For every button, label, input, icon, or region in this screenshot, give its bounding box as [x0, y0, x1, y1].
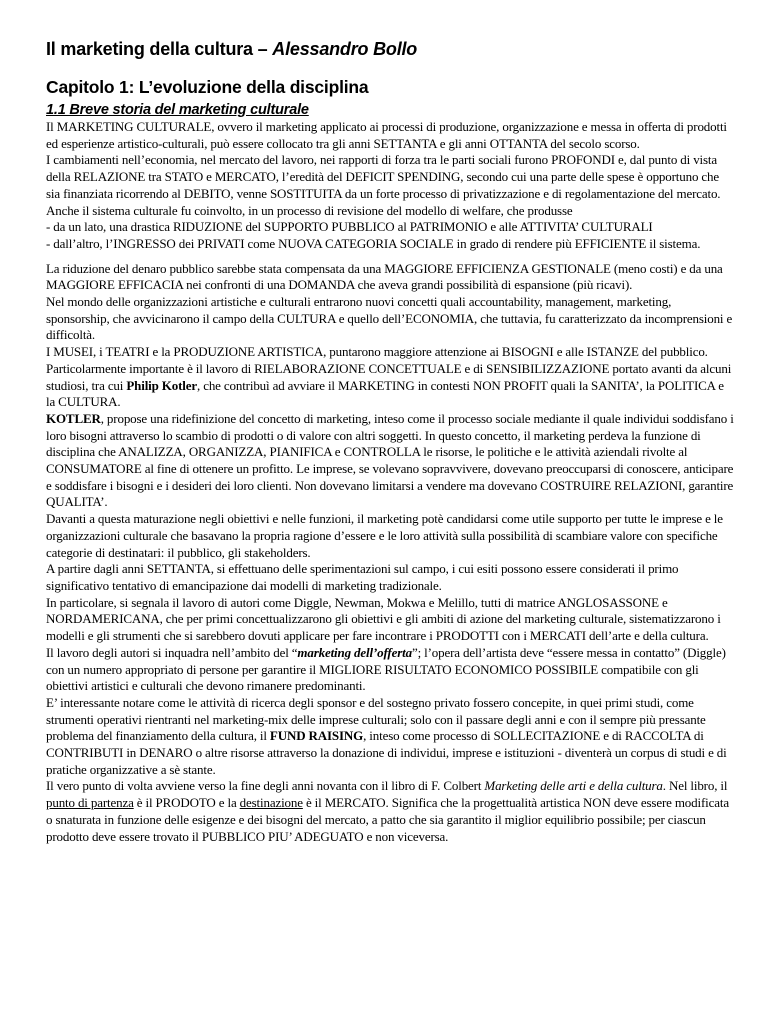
text-run: Il vero punto di volta avviene verso la fine degli anni novanta con il libro di F. Colbert [46, 778, 485, 794]
emphasis-bold: KOTLER [46, 410, 101, 426]
list-item: - da un lato, una drastica RIDUZIONE del SUPPORTO PUBBLICO al PATRIMONIO e alle ATTIVITA’ CULTURALI [46, 219, 653, 235]
text-run: è il MERCATO. Significa che la progettualità artistica NON deve essere modificata o snaturata in funzione delle esigenze e dei bisogni del mercato, a patto che sia garantito il miglior equilibrio possibile; per ciascun prodotto deve essere trovato il PUBBLICO PIU’ ADEGUATO e non viceversa. [46, 795, 729, 844]
document-page [46, 38, 736, 845]
paragraph: I cambiamenti nell’economia, nel mercato del lavoro, nei rapporti di forza tra le parti sociali furono PROFONDI e, dal punto di vista della RELAZIONE tra STATO e MERCATO, l’eredità del DEFICIT SPENDING, secondo cui una parte delle spese è opportuno che sia finanziata ricorrendo al DEBITO, venne SOSTITUITA da un forte processo di privatizzazione e di regolamentazione del mercato. [46, 152, 721, 201]
paragraph [46, 778, 736, 845]
emphasis-bold: Philip Kotler [126, 377, 197, 393]
emphasis-bold: FUND RAISING [269, 728, 364, 744]
emphasis-bold-italic: marketing dell’offerta [297, 644, 412, 660]
underlined-term: punto di partenza [46, 795, 134, 811]
paragraph: Il MARKETING CULTURALE, ovvero il marketing applicato ai processi di produzione, organizzazione e messa in offerta di prodotti ed esperienze artistico-culturali, può essere collocato tra gli anni SETTANTA e gli anni OTTANTA del secolo scorso. [46, 119, 727, 151]
paragraph: Davanti a questa maturazione negli obiettivi e nelle funzioni, il marketing potè candidarsi come utile supporto per tutte le imprese e le organizzazioni culturale che basavano la propria ragione d’essere e le loro attività sulla possibilità di scambiare valore con specifiche categorie di destinatari: il pubblico, gli stakeholders. [46, 511, 723, 560]
text-run: E’ interessante notare come le attività di ricerca degli sponsor e del sostegno privato fossero concepite, in quei primi studi, come strumenti operativi rientranti nel marketing-mix delle imprese culturali; solo con il passare degli anni e con il sempre più pressante problema del finanziamento della cultura, il [46, 694, 706, 744]
underlined-term: destinazione [239, 795, 303, 811]
text-run: Il lavoro degli autori si inquadra nell’ambito del “ [46, 644, 298, 660]
paragraph [46, 344, 736, 411]
paragraph [46, 695, 736, 779]
paragraph [46, 645, 736, 695]
paragraph: Nel mondo delle organizzazioni artistiche e culturali entrarono nuovi concetti quali accountability, management, marketing, sponsorship, che avvicinarono il campo della CULTURA e quello dell’ECONOMIA, che tuttavia, fu caratterizzato da incomprensioni e difficoltà. [46, 294, 733, 343]
text-run: . Nel libro, il [662, 778, 728, 794]
title-text: Il marketing della cultura – [46, 39, 273, 59]
section-title: 1.1 Breve storia del marketing culturale [46, 102, 309, 118]
document-body [46, 119, 736, 845]
text-run: I MUSEI, i TEATRI e la PRODUZIONE ARTISTICA, puntarono maggiore attenzione ai BISOGNI e alle ISTANZE del pubblico. Particolarmente importante è il lavoro di RIELABORAZIONE CONCETTUALE e di SENSIBILIZZAZIONE portato avanti da alcuni studiosi, tra cui [46, 344, 732, 393]
chapter-title: Capitolo 1: L’evoluzione della disciplina [46, 77, 369, 97]
text-run: , inteso come processo di SOLLECITAZIONE e di RACCOLTA di CONTRIBUTI in DENARO o altre risorse attraverso la donazione di individui, imprese e istituzioni - diventerà un corpus di studi e di pratiche organizzative a sè stante. [46, 728, 727, 777]
paragraph: La riduzione del denaro pubblico sarebbe stata compensata da una MAGGIORE EFFICIENZA GESTIONALE (meno costi) e da una MAGGIORE EFFICACIA nei confronti di una DOMANDA che aveva grandi possibilità di espansione (più ricavi). [46, 260, 723, 293]
text-run: , che contribuì ad avviare il MARKETING in contesti NON PROFIT quali la SANITA’, la POLITICA e la CULTURA. [46, 377, 724, 410]
paragraph: A partire dagli anni SETTANTA, si effettuano delle sperimentazioni sul campo, i cui esiti possono essere considerati il primo significativo tentativo di emancipazione dai modelli di marketing tradizionale. [46, 561, 679, 593]
author-name: Alessandro Bollo [272, 39, 418, 59]
text-run: ”; l’opera dell’artista deve “essere messa in contatto” (Diggle) con un numero appropriato di persone per garantire il MIGLIORE RISULTATO ECONOMICO POSSIBILE compatibile con gli obiettivi artistici e culturali che devono rimanere predominanti. [46, 644, 726, 694]
paragraph: Anche il sistema culturale fu coinvolto, in un processo di revisione del modello di welfare, che produsse [46, 202, 573, 218]
text-run: è il PRODOTO e la [133, 795, 240, 811]
paragraph: In particolare, si segnala il lavoro di autori come Diggle, Newman, Mokwa e Melillo, tutti di matrice ANGLOSASSONE e NORDAMERICANA, che per primi concettualizzarono gli obiettivi e gli ambiti di azione del marketing culturale, sistematizzarono i modelli e gli strumenti che si sarebbero dovuti applicare per fare incontrare i PRODOTTI con i MERCATI dell’arte e della cultura. [46, 594, 721, 644]
document-title [46, 38, 736, 60]
text-run: , propose una ridefinizione del concetto di marketing, inteso come il processo sociale mediante il quale individui soddisfano i loro bisogni attraverso lo scambio di prodotti o di valore con altri soggetti. In questo concetto, il marketing perdeva la funzione di disciplina che ANALIZZA, ORGANIZZA, PIANIFICA e CONTROLLA le risorse, le politiche e le attività aziendali rivolte al CONSUMATORE al fine di ottenere un profitto. Le imprese, se volevano sopravvivere, dovevano preoccuparsi di conoscere, anticipare e soddisfare i bisogni e i desideri dei loro clienti. Non dovevano limitarsi a vendere ma dovevano COSTRUIRE RELAZIONI, garantire QUALITA’. [46, 410, 734, 510]
book-title: Marketing delle arti e della cultura [484, 778, 663, 794]
paragraph [46, 411, 736, 511]
list-item: - dall’altro, l’INGRESSO dei PRIVATI come NUOVA CATEGORIA SOCIALE in grado di rendere più EFFICIENTE il sistema. [46, 235, 701, 251]
